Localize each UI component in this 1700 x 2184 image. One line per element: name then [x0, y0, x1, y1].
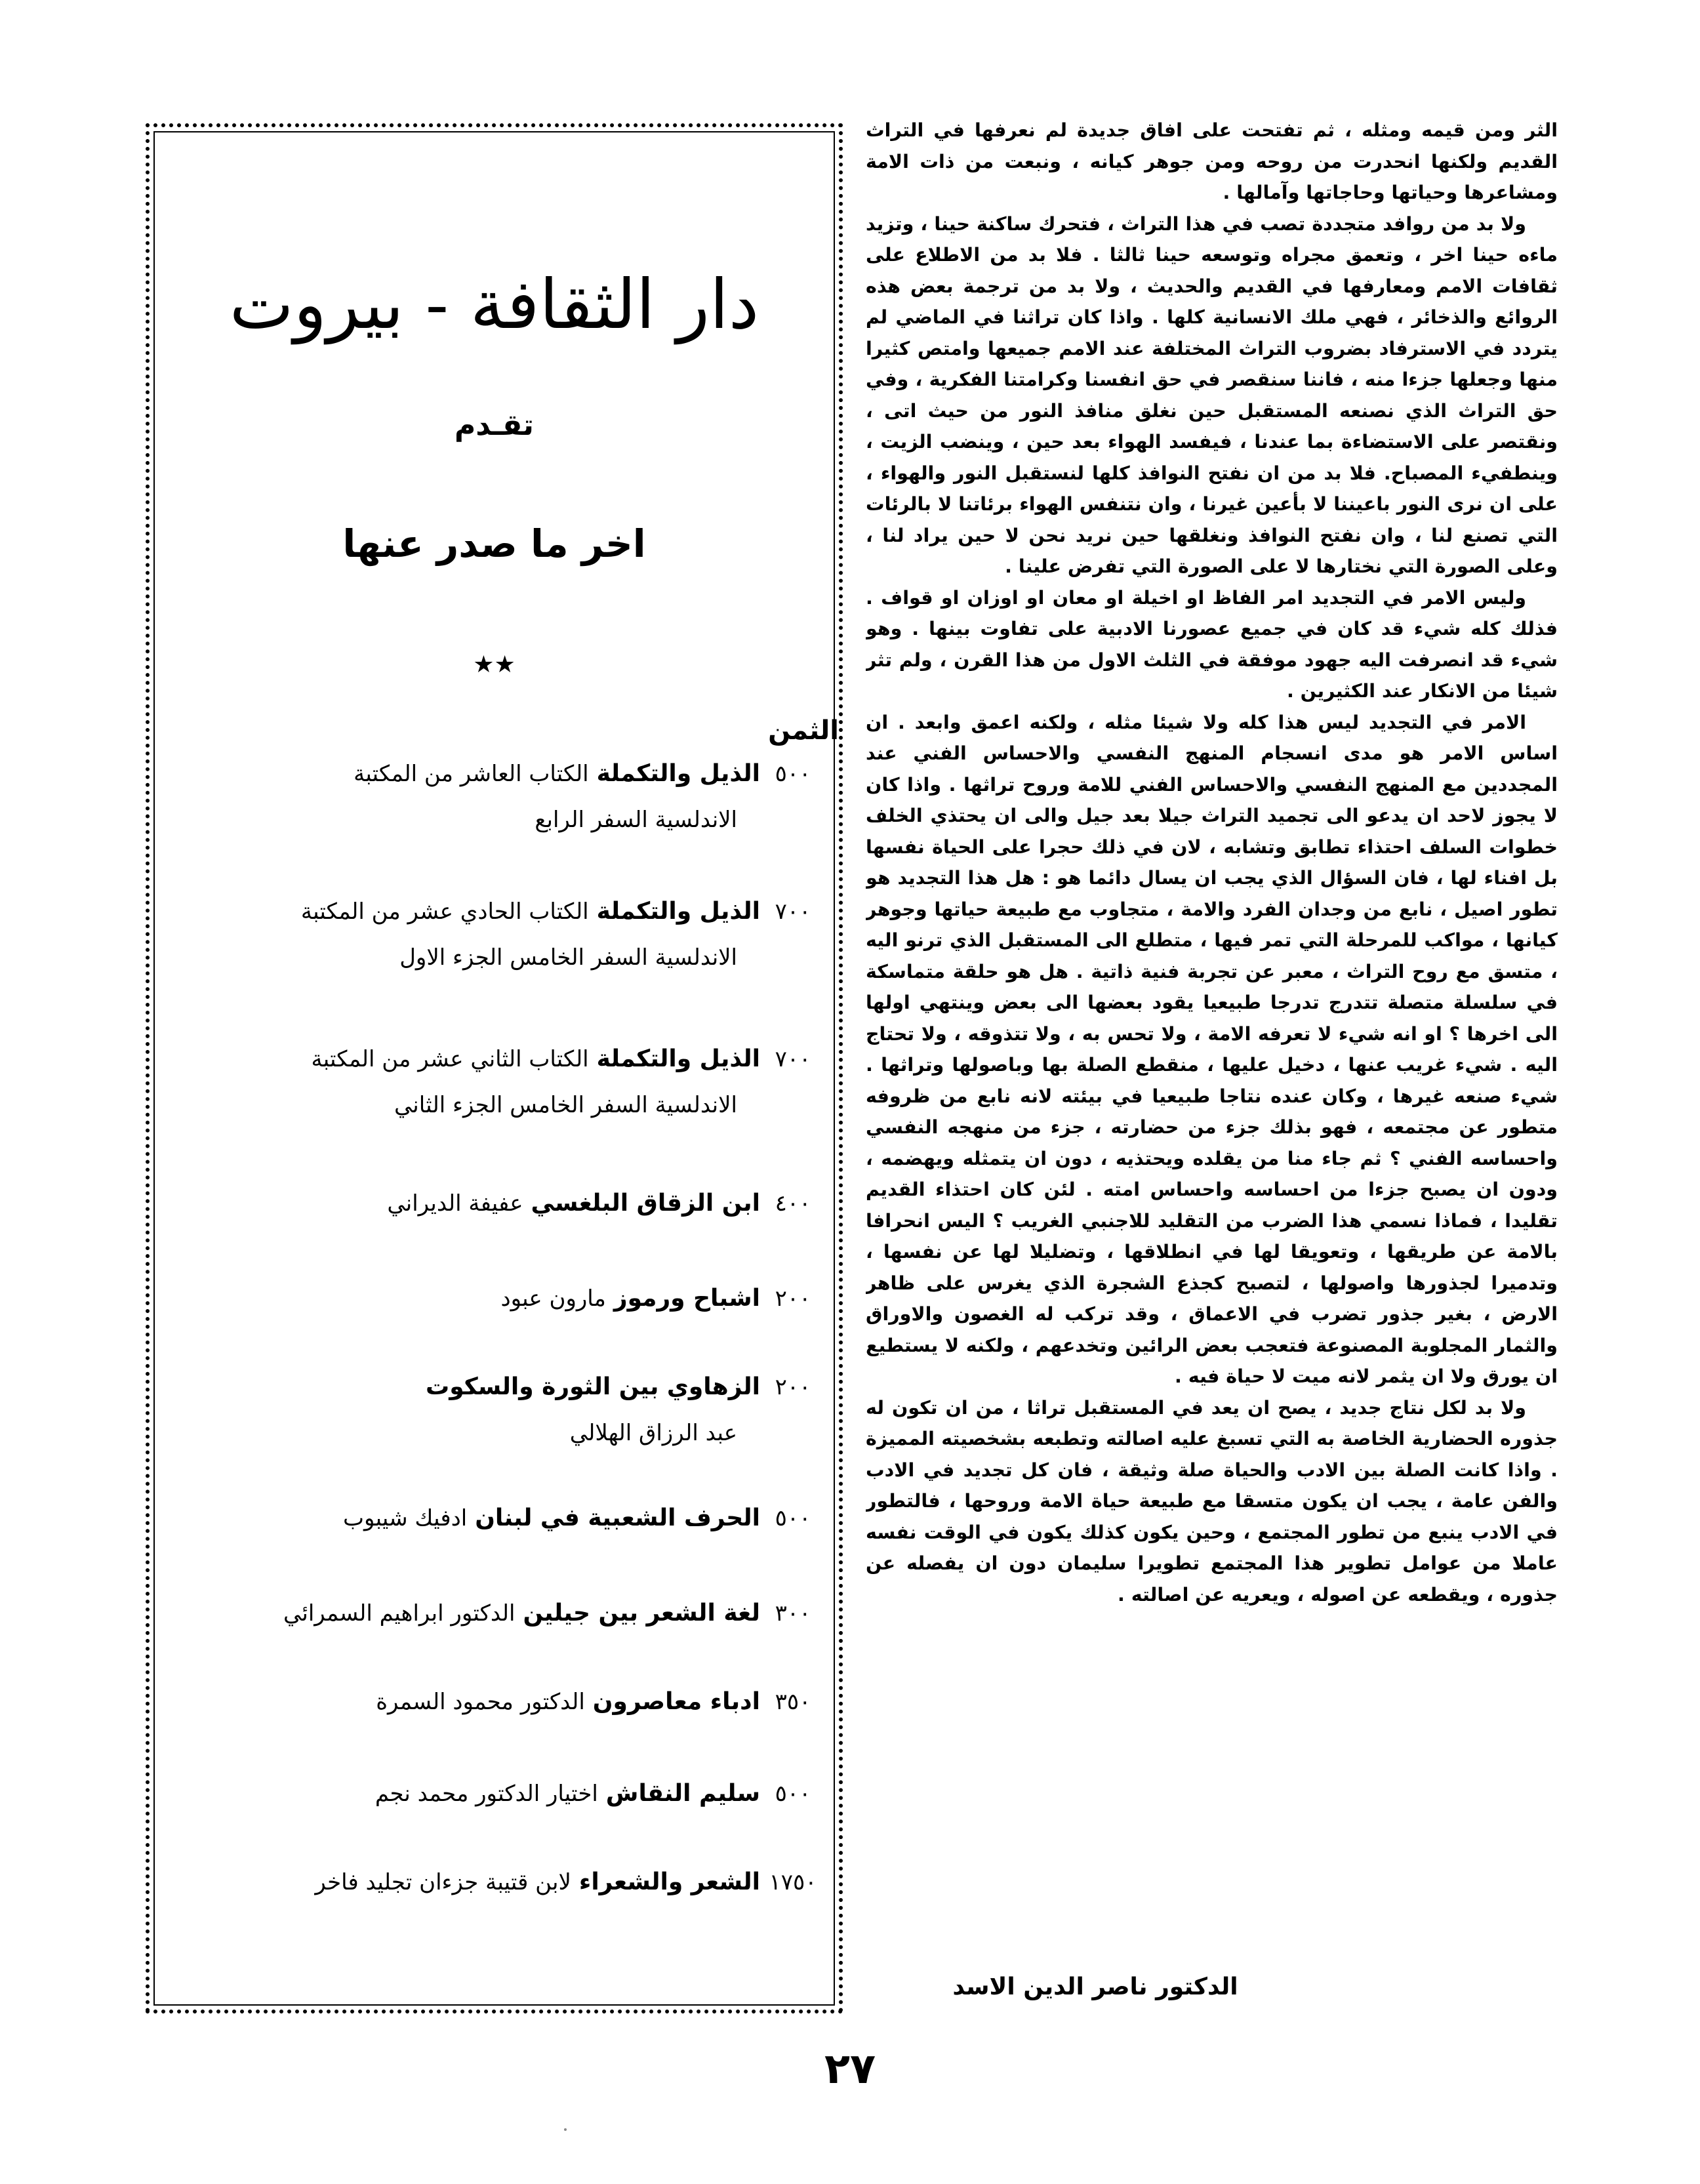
- book-price: ٤٠٠: [775, 1190, 811, 1217]
- book-description: الدكتور ابراهيم السمرائي: [283, 1600, 516, 1627]
- book-title: ابن الزقاق البلغسي: [531, 1190, 760, 1217]
- book-price: ١٧٥٠: [769, 1869, 817, 1895]
- ink-speck: [564, 2128, 567, 2131]
- stars-ornament: ★★: [473, 651, 516, 678]
- book-title: الذيل والتكملة: [596, 898, 760, 925]
- book-listing: [170, 898, 826, 971]
- book-description: لابن قتيبة جزءان تجليد فاخر: [315, 1869, 571, 1895]
- article-paragraph: الثر ومن قيمه ومثله ، ثم تفتحت على افاق جديدة لم نعرفها في التراث القديم ولكنها انحدرت من روحه ومن جوهر كيانه ، ونبعت من ذات الامة ومشاعرها وحياتها وحاجاتها وآمالها .: [866, 119, 1558, 203]
- article-paragraph: وليس الامر في التجديد امر الفاظ او اخيلة او معان او اوزان او قواف . فذلك كله شيء قد كان في جميع عصورنا الادبية على تفاوت بينها . وهو شيء قد انصرفت اليه جهود موفقة في الثلث الاول من هذا القرن ، ولم تثر شيئا من الانكار عند الكثيرين .: [866, 586, 1558, 702]
- book-description: الكتاب العاشر من المكتبة: [354, 761, 589, 787]
- article-body: [866, 115, 1558, 2023]
- book-description: الدكتور محمود السمرة: [376, 1689, 585, 1715]
- book-title: الشعر والشعراء: [578, 1869, 760, 1895]
- book-listing: [170, 1869, 826, 1895]
- book-description-line2: الاندلسية السفر الخامس الجزء الاول: [399, 944, 737, 971]
- article-paragraph: ولا بد من روافد متجددة تصب في هذا التراث ، فتحرك ساكنة حينا ، وتزيد ماءه حينا اخر ، وتعمق مجراه وتوسعه حينا ثالثا . فلا بد من الاطلاع على ثقافات الامم ومعارفها في القديم والحديث ، ولا بد من ترجمة بعض هذه الروائع والذخائر ، فهي ملك الانسانية كلها . واذا كان تراثنا في الماضي لم يتردد في الاسترفاد بضروب التراث المختلفة عند الامم جميعها وامتص كثيرا منها وجعلها جزءا منه ، فاننا سنقصر في حق انفسنا وكرامتنا الفكرية ، وفي حق التراث الذي نصنعه المستقبل حين نغلق منافذ النور من حيث اتى ، ونقتصر على الاستضاءة بما عندنا ، فيفسد الهواء بعد حين ، وينضب الزيت ، وينطفيء المصباح. فلا بد من ان نفتح النوافذ كلها لنستقبل النور والهواء ، على ان نرى النور باعيننا لا بأعين غيرنا ، وان نتنفس الهواء برئاتنا لا بالرئات التي تصنع لنا ، وان نفتح النوافذ ونغلقها حين نريد نحن لا حين يراد لنا ، وعلى الصورة التي نختارها لا على الصورة التي تفرض علينا .: [866, 212, 1558, 577]
- book-title: الزهاوي بين الثورة والسكوت: [426, 1373, 760, 1400]
- book-listing: [170, 1505, 826, 1531]
- book-description-line2: عبد الرزاق الهلالي: [569, 1420, 737, 1446]
- price-column-header: الثمن: [768, 716, 839, 746]
- book-price: ٥٠٠: [775, 1781, 811, 1807]
- book-listing: [170, 1285, 826, 1312]
- book-price: ٥٠٠: [775, 761, 811, 787]
- book-listing: [170, 1600, 826, 1627]
- book-description: ادفيك شيبوب: [343, 1505, 468, 1531]
- book-title: لغة الشعر بين جيلين: [523, 1600, 760, 1627]
- book-title: الحرف الشعبية في لبنان: [475, 1505, 760, 1531]
- book-description: الكتاب الثاني عشر من المكتبة: [311, 1046, 589, 1072]
- book-title: اشباح ورموز: [613, 1285, 760, 1312]
- book-description-line2: الاندلسية السفر الرابع: [535, 807, 737, 833]
- book-description-line2: الاندلسية السفر الخامس الجزء الثاني: [394, 1092, 737, 1118]
- book-listing: [170, 1688, 826, 1715]
- book-listing: [170, 1780, 826, 1807]
- book-price: ٧٠٠: [775, 899, 811, 925]
- book-description: الكتاب الحادي عشر من المكتبة: [300, 899, 589, 925]
- article-author: الدكتور ناصر الدين الاسد: [952, 1973, 1238, 2000]
- book-price: ٢٠٠: [775, 1374, 811, 1400]
- latest-releases-title: اخر ما صدر عنها: [342, 521, 646, 566]
- book-price: ٧٠٠: [775, 1046, 811, 1072]
- book-title: الذيل والتكملة: [596, 760, 760, 787]
- book-listing: [170, 1045, 826, 1118]
- page-number: ٢٧: [824, 2045, 876, 2093]
- book-price: ٥٠٠: [775, 1505, 811, 1531]
- book-listing: [170, 1373, 826, 1446]
- book-description: مارون عبود: [500, 1285, 606, 1312]
- presents-label: تقـدم: [455, 409, 534, 442]
- book-price: ٣٥٠: [775, 1689, 811, 1715]
- article-paragraph: ولا بد لكل نتاج جديد ، يصح ان يعد في المستقبل تراثا ، من ان تكون له جذوره الحضارية الخاصة به التي تسبغ عليه اصالته وتطبعه بشخصيته المميزة . واذا كانت الصلة بين الادب والحياة صلة وثيقة ، فان كل تجديد في الادب والفن عامة ، يجب ان يكون متسقا مع طبيعة حياة الامة وروحها ، فالتطور في الادب ينبع من تطور المجتمع ، وحين يكون كذلك يكون في الوقت نفسه عاملا من عوامل تطوير هذا المجتمع تطويرا سليمان دون ان يفصله عن جذوره ، ويقطعه عن اصوله ، ويعريه عن اصالته .: [866, 1396, 1558, 1606]
- book-title: الذيل والتكملة: [596, 1045, 760, 1072]
- book-listing: [170, 1190, 826, 1217]
- book-price: ٣٠٠: [775, 1600, 811, 1627]
- book-price: ٢٠٠: [775, 1285, 811, 1312]
- publisher-advertisement: [146, 123, 843, 2013]
- book-description: اختيار الدكتور محمد نجم: [374, 1781, 598, 1807]
- book-listing: [170, 760, 826, 833]
- book-title: سليم النقاش: [605, 1780, 760, 1807]
- book-description: عفيفة الديراني: [387, 1190, 523, 1217]
- publisher-name: دار الثقافة - بيروت: [229, 264, 759, 344]
- book-title: ادباء معاصرون: [592, 1688, 760, 1715]
- article-paragraph: الامر في التجديد ليس هذا كله ولا شيئا مثله ، ولكنه اعمق وابعد . ان اساس الامر هو مدى انسجام المنهج النفسي والاحساس الفني عند المجددين مع المنهج النفسي والاحساس الفني للامة وروح تراثها . واذا كان لا يجوز لاحد ان يدعو الى تجميد التراث جيلا بعد جيل والى ان يحتذي الخلف خطوات السلف احتذاء تطابق وتشابه ، لان في ذلك حجرا على الحياة نفسها بل افناء لها ، فان السؤال الذي يجب ان يسال دائما هو : هل هذا التجديد هو تطور اصيل ، نابع من وجدان الفرد والامة ، متجاوب مع طبيعة حياتها وجوهر كيانها ، مواكب للمرحلة التي تمر فيها ، متطلع الى المستقبل الذي ترنو اليه ، متسق مع روح التراث ، معبر عن تجربة فنية ذاتية . هل هو حلقة متماسكة في سلسلة متصلة تتدرج تدرجا طبيعيا يقود بعضها الى بعض وينتهي اولها الى اخرها ؟ او انه شيء لا تعرفه الامة ، ولا تحس به ، ولا تتذوقه ، ولا تحتاج اليه . شيء غريب عنها ، دخيل عليها ، منقطع الصلة بها وباصولها وتراثها . شيء صنعه غيرها ، وكان عنده نتاجا طبيعيا في بيئته لانه نابع من ظروفه متطور عن مجتمعه ، فهو بذلك جزء من حضارته ، جزء من منهجه النفسي واحساسه الفني ؟ ثم جاء منا من يقلده ويحتذيه ، دون ان يتمثله ويهضمه ، ودون ان يصبح جزءا من احساسه واحساس امته . لئن كان احتذاء القديم تقليدا ، فماذا نسمي هذا الضرب من التقليد للاجنبي الغريب ؟ اليس انحرافا بالامة عن طريقها ، وتعويقا لها في انطلاقها ، وتضليلا لها عن نفسها ، وتدميرا لجذورها واصولها ، لتصبح كجذع الشجرة الذي يغرس على ظاهر الارض ، بغير جذور تضرب في الاعماق ، وقد تركب له الغصون والاوراق والثمار المجلوبة المصنوعة فتعجب بعض الرائين وتخدعهم ، ولكنه لا يستطيع ان يورق ولا ان يثمر لانه ميت لا حياة فيه .: [866, 711, 1558, 1387]
